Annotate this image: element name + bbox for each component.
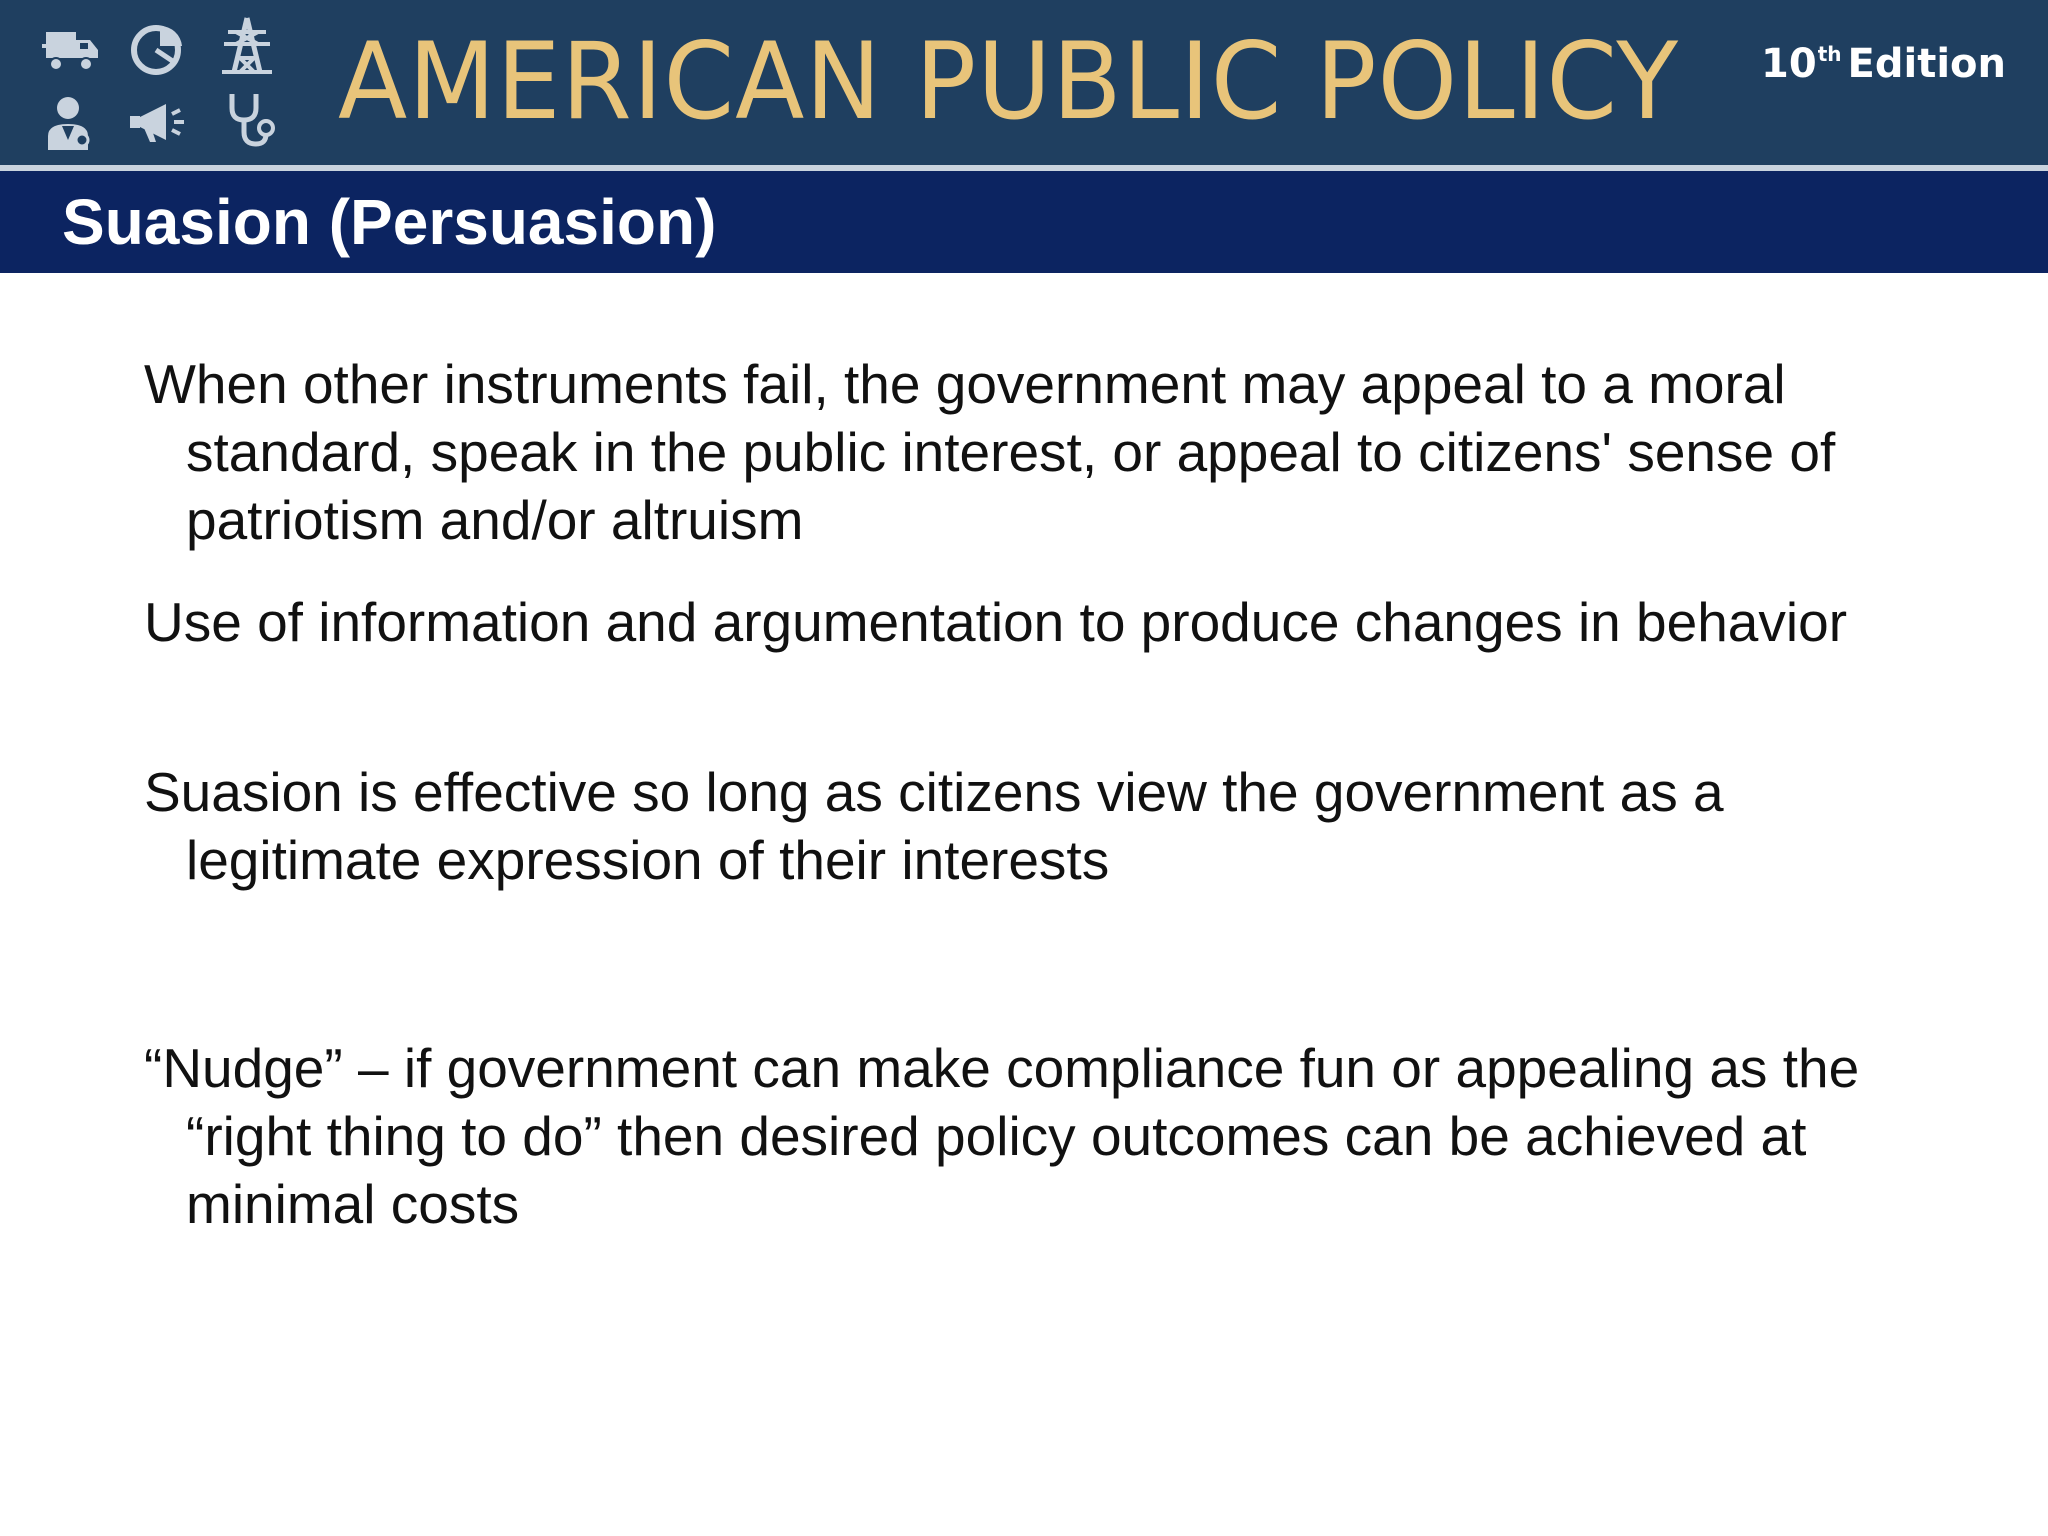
- paragraph-instruments-fail: When other instruments fail, the government may appeal to a moral standard, speak in the public interest, or appeal to citizens' sense of patriotism and/or altruism: [144, 353, 1836, 551]
- power-tower-icon: [214, 14, 280, 76]
- header-icon-grid: [38, 14, 283, 154]
- edition-label: [1761, 30, 2006, 88]
- stethoscope-icon: [214, 88, 280, 150]
- brand-title: AMERICAN PUBLIC POLICY: [338, 20, 1680, 143]
- slide-title: Suasion (Persuasion): [62, 186, 717, 258]
- edition-suffix: th: [1817, 42, 1842, 66]
- megaphone-icon: [126, 92, 192, 154]
- title-bar: [0, 171, 2048, 273]
- edition-word: Edition: [1847, 41, 2006, 87]
- paragraph-nudge: “Nudge” – if government can make compliance fun or appealing as the “right thing to do” then desired policy outcomes can be achieved at minimal costs: [144, 1037, 1860, 1235]
- truck-icon: [38, 18, 104, 80]
- paragraph-suasion-effective: Suasion is effective so long as citizens view the government as a legitimate expression of their interests: [144, 761, 1724, 891]
- header-banner: [0, 0, 2048, 165]
- paragraph-information-argumentation: Use of information and argumentation to produce changes in behavior: [144, 591, 1848, 653]
- pie-chart-icon: [126, 18, 192, 80]
- edition-number: 10: [1761, 41, 1817, 87]
- doctor-icon: [38, 92, 104, 154]
